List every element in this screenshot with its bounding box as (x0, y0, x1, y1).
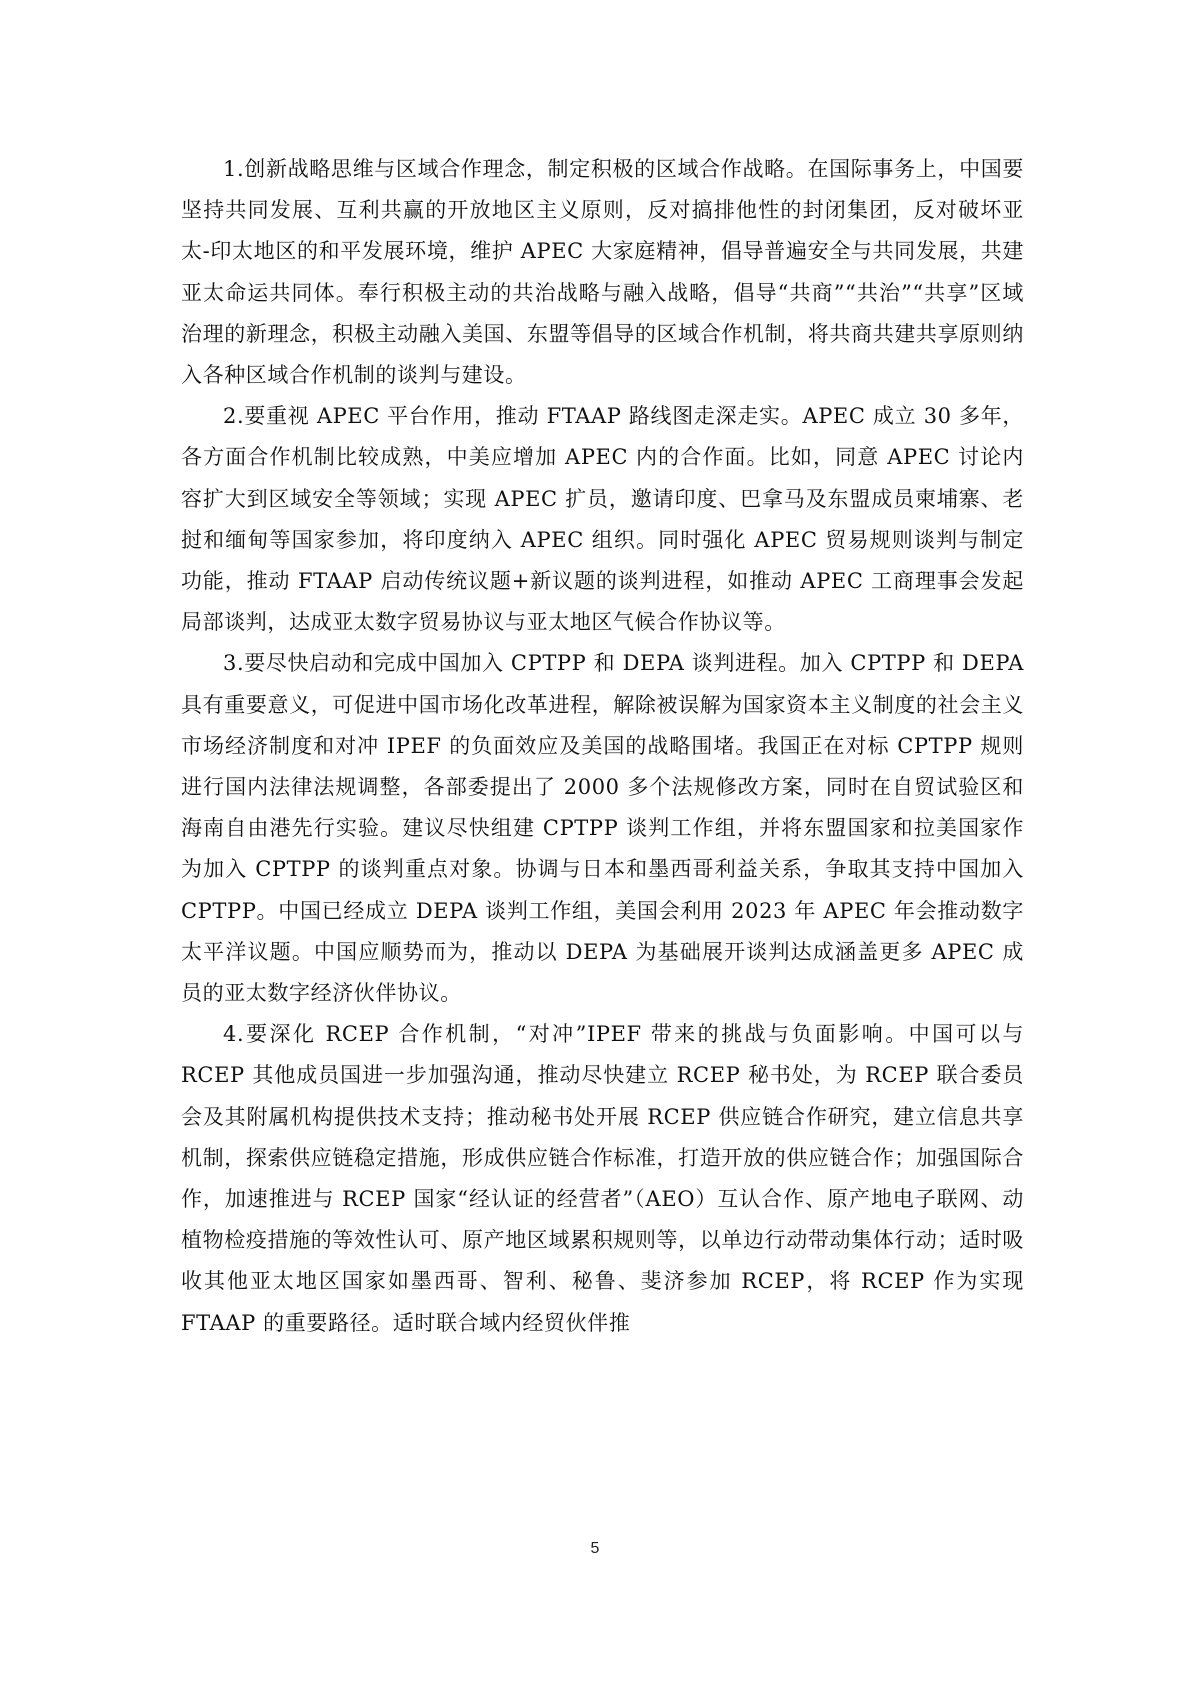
paragraph-3: 3.要尽快启动和完成中国加入 CPTPP 和 DEPA 谈判进程。加入 CPTPP 和 DEPA 具有重要意义，可促进中国市场化改革进程，解除被误解为国家资本主义制度的社会主义市场经济制度和对冲 IPEF 的负面效应及美国的战略围堵。我国正在对标 CPTPP 规则进行国内法律法规调整，各部委提出了 2000 多个法规修改方案，同时在自贸试验区和海南自由港先行实验。建议尽快组建 CPTPP 谈判工作组，并将东盟国家和拉美国家作为加入 CPTPP 的谈判重点对象。协调与日本和墨西哥利益关系，争取其支持中国加入 CPTPP。中国已经成立 DEPA 谈判工作组，美国会利用 2023 年 APEC 年会推动数字太平洋议题。中国应顺势而为，推动以 DEPA 为基础展开谈判达成涵盖更多 APEC 成员的亚太数字经济伙伴协议。 (181, 651, 1024, 1006)
paragraph-4: 4.要深化 RCEP 合作机制，“对冲”IPEF 带来的挑战与负面影响。中国可以与 RCEP 其他成员国进一步加强沟通，推动尽快建立 RCEP 秘书处，为 RCEP 联合委员会及其附属机构提供技术支持；推动秘书处开展 RCEP 供应链合作研究，建立信息共享机制，探索供应链稳定措施，形成供应链合作标准，打造开放的供应链合作；加强国际合作，加速推进与 RCEP 国家“经认证的经营者”（AEO）互认合作、原产地电子联网、动植物检疫措施的等效性认可、原产地区域累积规则等，以单边行动带动集体行动；适时吸收其他亚太地区国家如墨西哥、智利、秘鲁、斐济参加 RCEP，将 RCEP 作为实现 FTAAP 的重要路径。适时联合域内经贸伙伴推 (181, 1022, 1024, 1335)
page-number: 5 (590, 1540, 600, 1557)
paragraph-2: 2.要重视 APEC 平台作用，推动 FTAAP 路线图走深走实。APEC 成立 30 多年，各方面合作机制比较成熟，中美应增加 APEC 内的合作面。比如，同意 APEC 讨论内容扩大到区域安全等领域；实现 APEC 扩员，邀请印度、巴拿马及东盟成员柬埔寨、老挝和缅甸等国家参加，将印度纳入 APEC 组织。同时强化 APEC 贸易规则谈判与制定功能，推动 FTAAP 启动传统议题+新议题的谈判进程，如推动 APEC 工商理事会发起局部谈判，达成亚太数字贸易协议与亚太地区气候合作协议等。 (181, 404, 1024, 635)
paragraph-1: 1.创新战略思维与区域合作理念，制定积极的区域合作战略。在国际事务上，中国要坚持共同发展、互利共赢的开放地区主义原则，反对搞排他性的封闭集团，反对破坏亚太-印太地区的和平发展环境，维护 APEC 大家庭精神，倡导普遍安全与共同发展，共建亚太命运共同体。奉行积极主动的共治战略与融入战略，倡导“共商”“共治”“共享”区域治理的新理念，积极主动融入美国、东盟等倡导的区域合作机制，将共商共建共享原则纳入各种区域合作机制的谈判与建设。 (181, 157, 1024, 388)
document-body (181, 149, 1024, 1344)
